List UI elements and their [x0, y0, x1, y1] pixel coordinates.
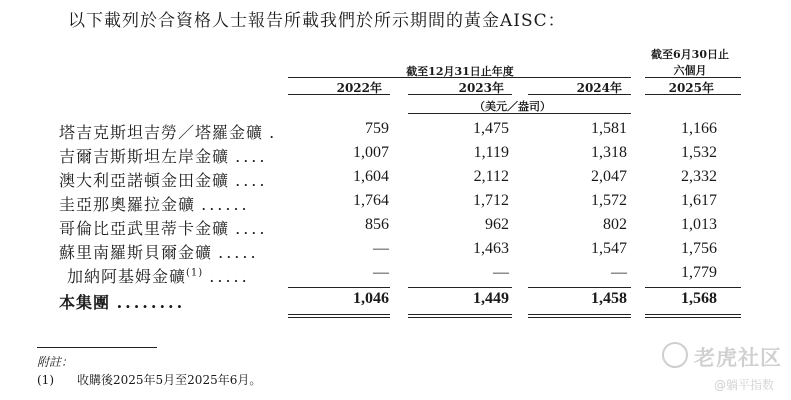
cell-2025: 1,756: [681, 240, 717, 257]
cell-2022: 1,007: [353, 144, 389, 161]
cell-2023: 1,463: [473, 240, 509, 257]
year-rule-2023: [408, 94, 512, 95]
year-rule-2024: [528, 94, 631, 95]
cell-2025: 1,779: [681, 264, 717, 281]
cell-2024: 2,047: [591, 168, 627, 185]
intro-text: 以下載列於合資格人士報告所載我們於所示期間的黃金AISC：: [68, 11, 566, 31]
header-fy: 截至12月31日止年度: [406, 65, 514, 78]
cell-2022: 856: [365, 216, 389, 233]
table-row: [0, 168, 791, 192]
watermark-text: 老虎社区: [694, 346, 782, 370]
cell-2023: —: [493, 264, 509, 281]
double-rule-2023-a: [408, 314, 512, 315]
table-row: [0, 192, 791, 216]
footnote-item: [37, 371, 261, 388]
cell-2025: 1,617: [681, 192, 717, 209]
cell-2024: 1,572: [591, 192, 627, 209]
table-row: [0, 240, 791, 264]
total-rule-2022: [288, 287, 390, 288]
cell-2023: 962: [485, 216, 509, 233]
cell-2022: 1,764: [353, 192, 389, 209]
cell-2025: 1,532: [681, 144, 717, 161]
row-label-total: 本集團 ........: [59, 293, 186, 312]
header-h1-line1: 截至6月30日止: [651, 48, 729, 61]
cell-2022: 759: [365, 120, 389, 137]
table-row: [0, 144, 791, 168]
cell-2022: 1,604: [353, 168, 389, 185]
double-rule-2022-b: [288, 317, 390, 318]
header-h1-line2: 六個月: [673, 64, 707, 77]
double-rule-2023-b: [408, 317, 512, 318]
total-rule-2025: [645, 287, 741, 288]
total-rule-2023: [408, 287, 512, 288]
row-label: 吉爾吉斯斯坦左岸金礦 ....: [59, 147, 268, 166]
footnote-title: 附註：: [37, 355, 74, 369]
cell-2024: —: [611, 264, 627, 281]
cell-2025: 2,332: [681, 168, 717, 185]
unit-rule: [408, 113, 631, 114]
row-label: 加納阿基姆金礦$^{(1)}$ .....: [67, 267, 250, 286]
double-rule-2025-a: [645, 314, 741, 315]
cell-2023: 1,712: [473, 192, 509, 209]
footnote-rule: [37, 347, 157, 348]
header-rule-h1: [645, 77, 741, 78]
header-rule-fy: [288, 77, 631, 78]
cell-2022: 1,046: [353, 290, 389, 307]
cell-2023: 1,475: [473, 120, 509, 137]
row-label: 塔吉克斯坦吉勞／塔羅金礦 .: [59, 123, 278, 142]
cell-2024: 1,581: [591, 120, 627, 137]
tiger-logo-icon: [662, 342, 688, 368]
double-rule-2024-a: [528, 314, 631, 315]
row-label: 蘇里南羅斯貝爾金礦 .....: [59, 243, 259, 262]
cell-2023: 1,119: [473, 144, 509, 161]
cell-2022: —: [373, 240, 389, 257]
footnote-ref: (1): [186, 267, 204, 279]
cell-2024: 1,458: [591, 290, 627, 307]
row-label: 圭亞那奧羅拉金礦 ......: [59, 195, 250, 214]
cell-2022: —: [373, 264, 389, 281]
double-rule-2025-b: [645, 317, 741, 318]
cell-2023: 1,449: [473, 290, 509, 307]
cell-2025: 1,013: [681, 216, 717, 233]
cell-2024: 1,318: [591, 144, 627, 161]
table-row: [0, 264, 791, 288]
table-row-total: [0, 290, 791, 314]
watermark-sub: @躺平指数: [714, 378, 775, 392]
double-rule-2022-a: [288, 314, 390, 315]
footnote-text: 收購後2025年5月至2025年6月。: [77, 373, 262, 387]
year-2022: 2022年: [336, 81, 382, 95]
year-rule-2025: [645, 94, 741, 95]
row-label: 澳大利亞諾頓金田金礦 ....: [59, 171, 268, 190]
cell-2025: 1,166: [681, 120, 717, 137]
footnote-number: (1): [37, 373, 54, 387]
double-rule-2024-b: [528, 317, 631, 318]
year-2024: 2024年: [576, 81, 622, 95]
table-row: [0, 216, 791, 240]
year-rule-2022: [288, 94, 390, 95]
cell-2025: 1,568: [681, 290, 717, 307]
year-2023: 2023年: [458, 81, 504, 95]
cell-2024: 1,547: [591, 240, 627, 257]
table-row: [0, 120, 791, 144]
row-label: 哥倫比亞武里蒂卡金礦 ....: [59, 219, 268, 238]
total-rule-2024: [528, 287, 631, 288]
year-2025: 2025年: [668, 81, 714, 95]
cell-2023: 2,112: [473, 168, 509, 185]
unit-label: （美元／盎司）: [474, 100, 551, 113]
cell-2024: 802: [603, 216, 627, 233]
